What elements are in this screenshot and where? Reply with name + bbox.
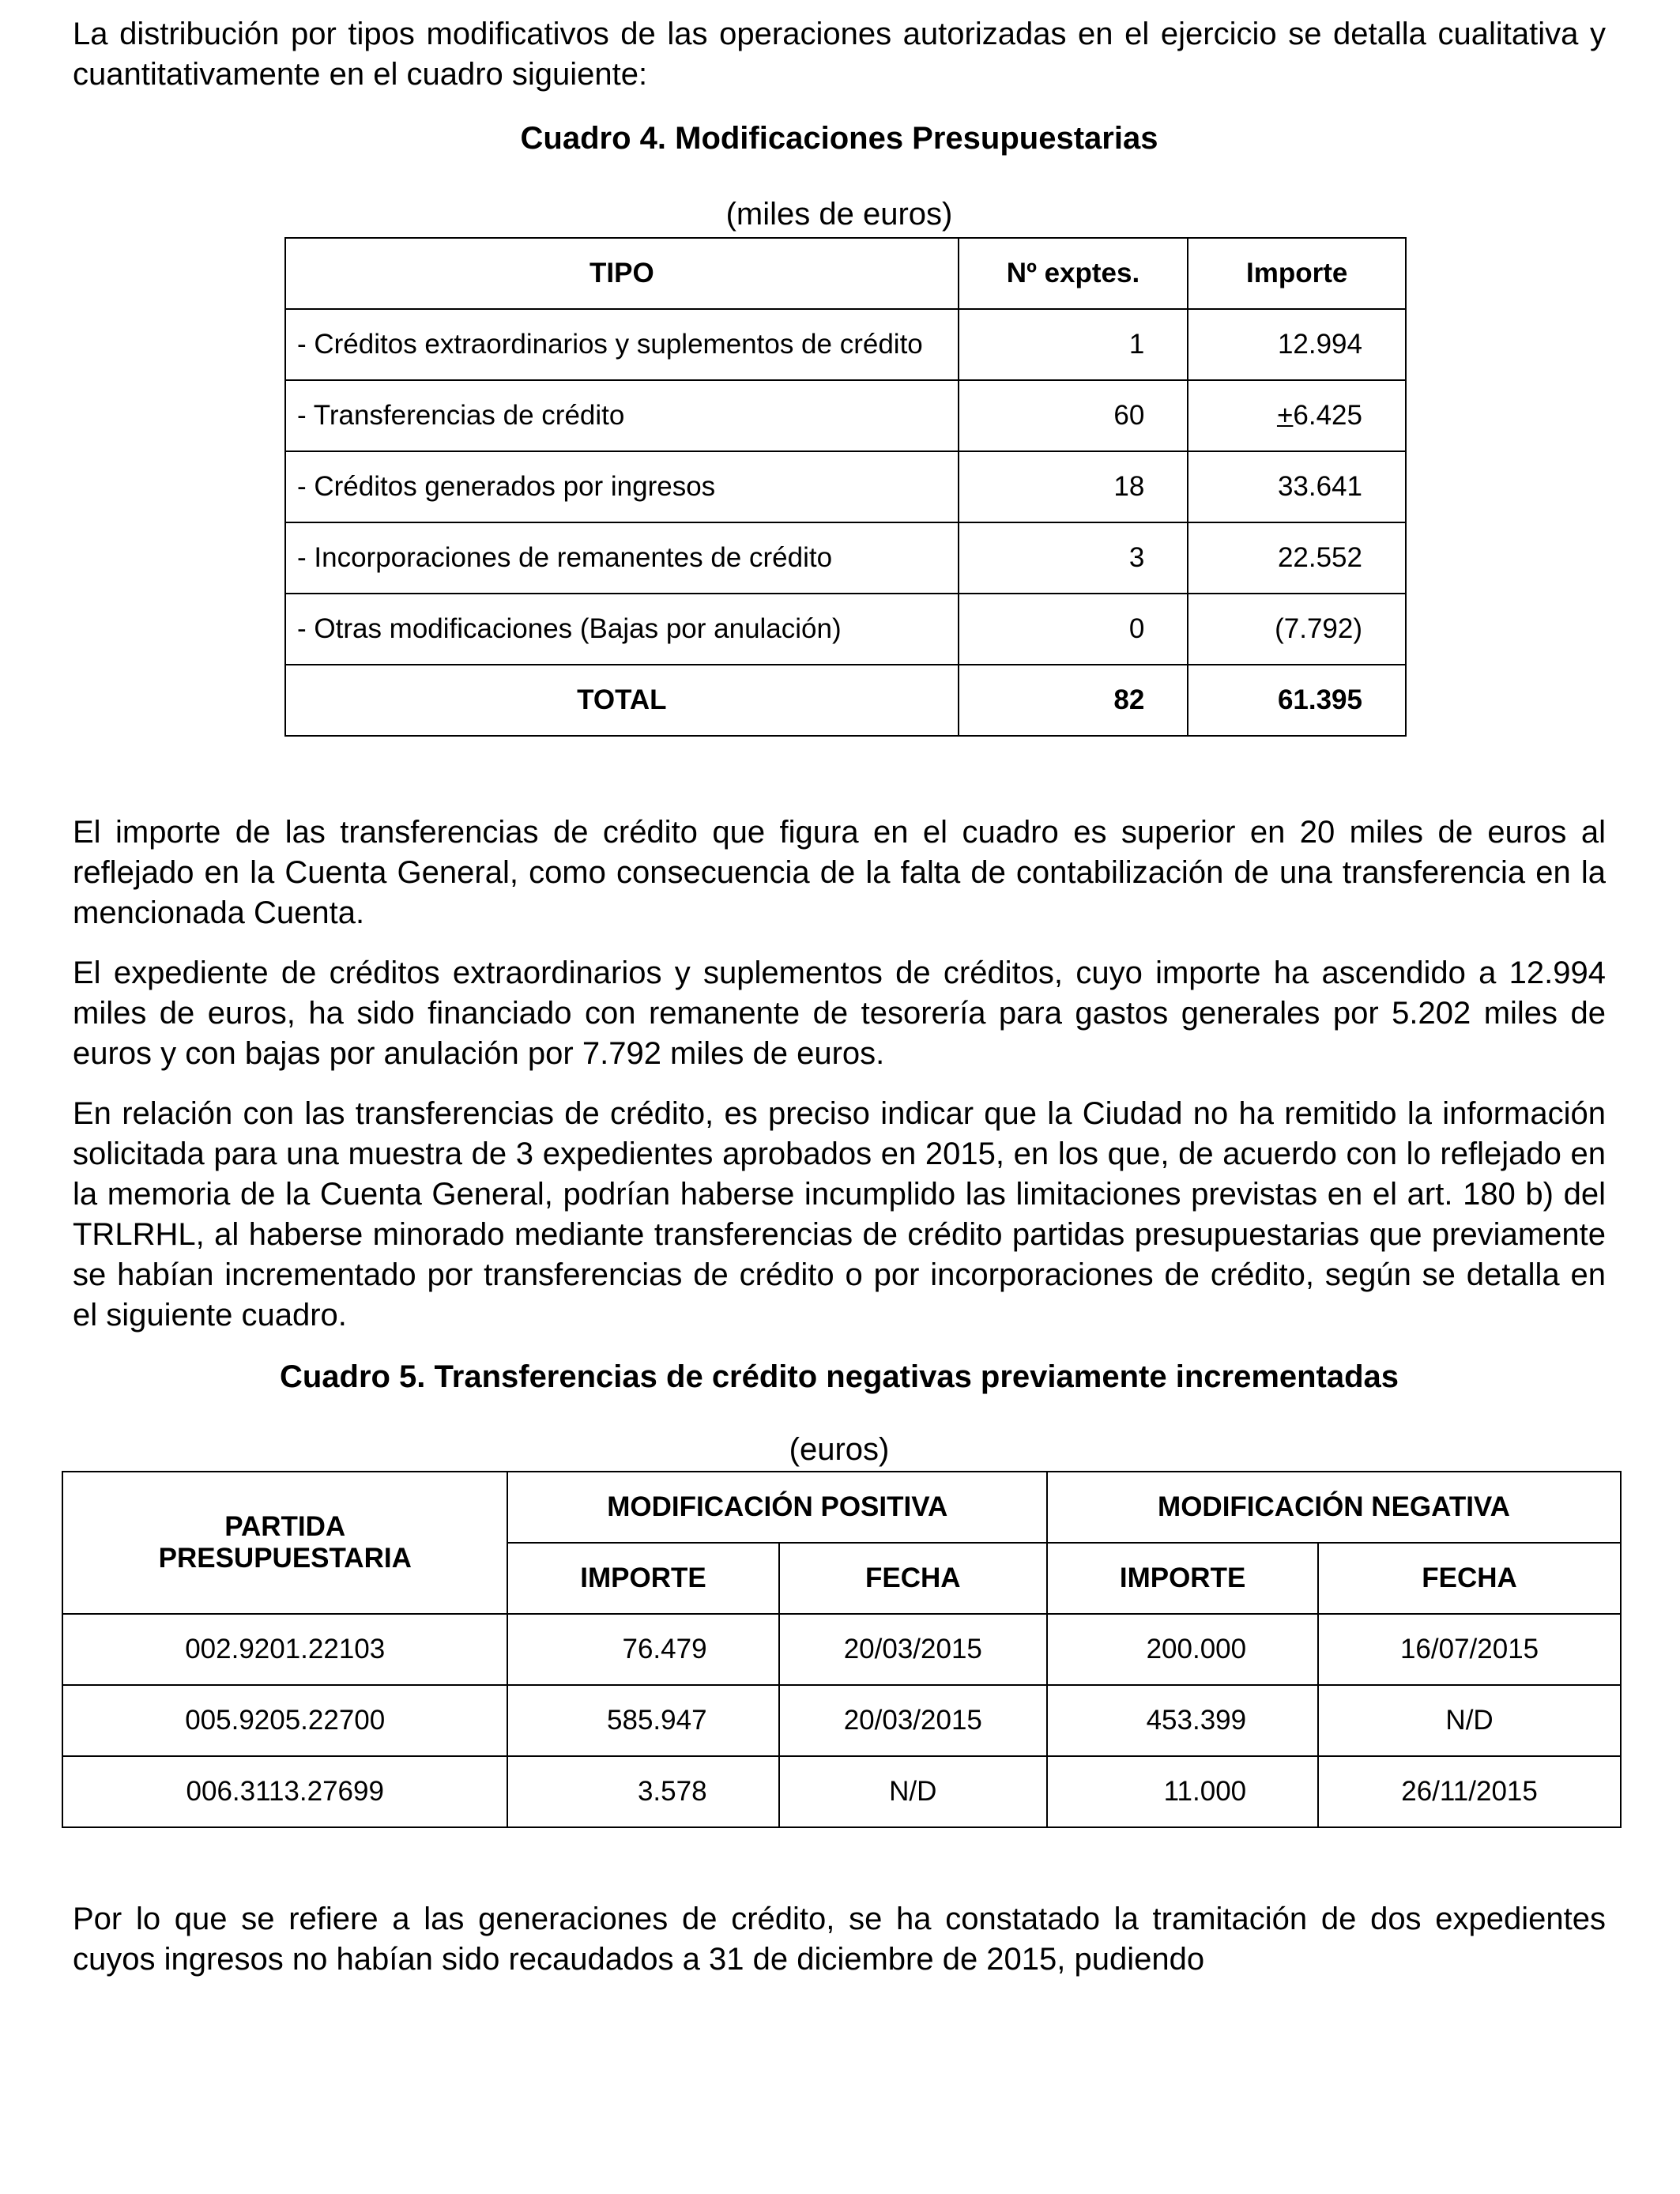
header-modificacion-positiva: MODIFICACIÓN POSITIVA [507,1472,1047,1543]
cell-importe: 22.552 [1188,522,1406,594]
header-num-exptes: Nº exptes. [959,238,1188,309]
cell-partida: 002.9201.22103 [62,1614,507,1685]
cell-neg-importe: 453.399 [1047,1685,1318,1756]
intro-paragraph: La distribución por tipos modificativos de las operaciones autorizadas en el ejercicio se detalla cualitativa y cuantitativamente en el cuadro siguiente: [73,17,1606,92]
header-pos-fecha: FECHA [779,1543,1047,1614]
total-row [285,665,1406,736]
header-partida: PARTIDA PRESUPUESTARIA [62,1472,507,1614]
table4-caption: Cuadro 4. Modificaciones Presupuestarias [520,121,1158,156]
cell-total-num: 82 [959,665,1188,736]
cell-neg-fecha: N/D [1318,1685,1621,1756]
table-header-row [62,1472,1621,1543]
cell-partida: 005.9205.22700 [62,1685,507,1756]
cell-pos-importe: 3.578 [507,1756,778,1827]
table-row [285,522,1406,594]
cell-pos-fecha: 20/03/2015 [779,1614,1047,1685]
table-row [285,380,1406,451]
cell-tipo: - Créditos generados por ingresos [285,451,959,522]
header-neg-fecha: FECHA [1318,1543,1621,1614]
header-importe: Importe [1188,238,1406,309]
cell-pos-fecha: N/D [779,1756,1047,1827]
table-row [62,1614,1621,1685]
header-pos-importe: IMPORTE [507,1543,778,1614]
cell-total-label: TOTAL [285,665,959,736]
cell-neg-fecha: 16/07/2015 [1318,1614,1621,1685]
table-row [285,309,1406,380]
table4-units: (miles de euros) [725,197,953,232]
cell-total-importe: 61.395 [1188,665,1406,736]
table5-transferencias-negativas [62,1471,1622,1828]
cell-tipo: - Transferencias de crédito [285,380,959,451]
cell-num: 18 [959,451,1188,522]
document-page [73,14,1606,1980]
importe-value: 6.425 [1293,400,1362,431]
paragraph-transferencias: El importe de las transferencias de crédito que figura en el cuadro es superior en 20 miles de euros al reflejado en la Cuenta General, como consecuencia de la falta de contabilización de una transferencia en la mencionada Cuenta. [73,815,1606,930]
table-row [285,594,1406,665]
cell-tipo: - Incorporaciones de remanentes de crédito [285,522,959,594]
cell-pos-fecha: 20/03/2015 [779,1685,1047,1756]
cell-tipo: - Otras modificaciones (Bajas por anulación) [285,594,959,665]
table5-units: (euros) [789,1432,890,1467]
cell-neg-importe: 11.000 [1047,1756,1318,1827]
table5-caption: Cuadro 5. Transferencias de crédito negativas previamente incrementadas [279,1359,1399,1394]
paragraph-generaciones-credito: Por lo que se refiere a las generaciones de crédito, se ha constatado la tramitación de dos expedientes cuyos ingresos no habían sido recaudados a 31 de diciembre de 2015, pudiendo [73,1902,1606,1977]
table-header-row [285,238,1406,309]
table-row [285,451,1406,522]
cell-importe: (7.792) [1188,594,1406,665]
plus-minus-sign: + [1276,400,1294,431]
cell-pos-importe: 585.947 [507,1685,778,1756]
cell-pos-importe: 76.479 [507,1614,778,1685]
cell-importe [1188,380,1406,451]
cell-num: 60 [959,380,1188,451]
cell-neg-fecha: 26/11/2015 [1318,1756,1621,1827]
header-neg-importe: IMPORTE [1047,1543,1318,1614]
cell-num: 1 [959,309,1188,380]
paragraph-relacion-transferencias: En relación con las transferencias de crédito, es preciso indicar que la Ciudad no ha remitido la información solicitada para una muestra de 3 expedientes aprobados en 2015, en los que, de acuerdo con lo reflejado en la memoria de la Cuenta General, podrían haberse incumplido las limitaciones previstas en el art. 180 b) del TRLRHL, al haberse minorado mediante transferencias de crédito partidas presupuestarias que previamente se habían incrementado por transferencias de crédito o por incorporaciones de crédito, según se detalla en el siguiente cuadro. [73,1096,1606,1333]
cell-partida: 006.3113.27699 [62,1756,507,1827]
header-tipo: TIPO [285,238,959,309]
paragraph-creditos-extraordinarios: El expediente de créditos extraordinarios y suplementos de créditos, cuyo importe ha ascendido a 12.994 miles de euros, ha sido financiado con remanente de tesorería para gastos generales por 5.202 miles de euros y con bajas por anulación por 7.792 miles de euros. [73,956,1606,1071]
cell-neg-importe: 200.000 [1047,1614,1318,1685]
cell-num: 0 [959,594,1188,665]
cell-tipo: - Créditos extraordinarios y suplementos de crédito [285,309,959,380]
table-row [62,1756,1621,1827]
cell-importe: 12.994 [1188,309,1406,380]
header-modificacion-negativa: MODIFICACIÓN NEGATIVA [1047,1472,1621,1543]
table-row [62,1685,1621,1756]
cell-importe: 33.641 [1188,451,1406,522]
cell-num: 3 [959,522,1188,594]
table4-modificaciones [284,237,1407,737]
